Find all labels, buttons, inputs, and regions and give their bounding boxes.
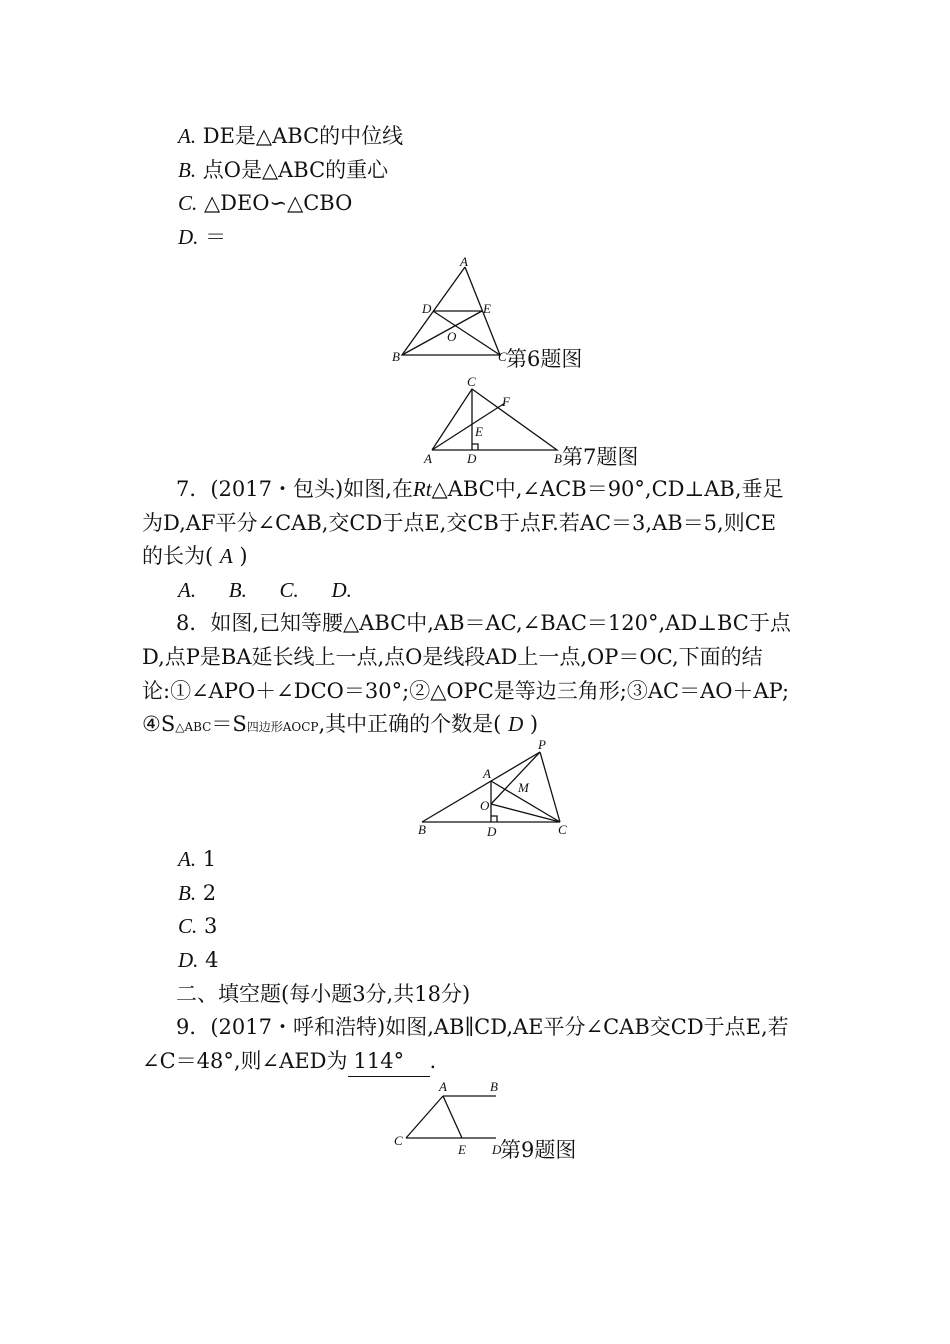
segment-ae xyxy=(443,1096,462,1138)
q8-figure xyxy=(410,737,580,845)
label-d: D xyxy=(492,1142,502,1157)
q6-option-d: D. ＝ xyxy=(178,225,227,249)
label-p: P xyxy=(538,737,546,752)
label-b: B xyxy=(392,349,400,364)
label-a: A xyxy=(424,451,432,466)
q8-line-1: 8．如图,已知等腰△ABC中,AB＝AC,∠BAC＝120°,AD⊥BC于点 xyxy=(176,611,791,635)
q6-option-c: C. △DEO∽△CBO xyxy=(178,191,353,215)
triangle-acb xyxy=(432,389,557,450)
q9-figure xyxy=(388,1078,508,1163)
q7-line-3: 的长为( A ) xyxy=(142,544,248,568)
q7-options: A. B. C. D. xyxy=(178,578,352,602)
q8-answer: D xyxy=(508,712,524,736)
label-b: B xyxy=(418,822,426,837)
label-o: O xyxy=(447,329,457,344)
section-heading: 二、填空题(每小题3分,共18分) xyxy=(176,982,471,1006)
q8-option-c: C. 3 xyxy=(178,914,218,938)
segment-ac xyxy=(406,1096,443,1138)
q9-figure-svg xyxy=(388,1078,508,1158)
q9-figure-caption: 第9题图 xyxy=(500,1138,577,1162)
label-e: E xyxy=(458,1142,466,1157)
q7-line-1: 7．(2017・包头)如图,在Rt△ABC中,∠ACB＝90°,CD⊥AB,垂足 xyxy=(176,477,784,501)
label-b: B xyxy=(490,1079,498,1094)
q7-figure xyxy=(420,375,570,475)
label-c: C xyxy=(558,822,567,837)
label-a: A xyxy=(460,254,468,269)
q7-figure-caption: 第7题图 xyxy=(562,445,639,469)
label-b: B xyxy=(554,451,562,466)
right-angle-mark xyxy=(491,816,497,822)
q7-line-2: 为D,AF平分∠CAB,交CD于点E,交CB于点F.若AC＝3,AB＝5,则CE xyxy=(142,511,777,535)
q6-option-b: B. 点O是△ABC的重心 xyxy=(178,158,389,182)
q6-option-a: A. DE是△ABC的中位线 xyxy=(178,124,404,148)
label-d: D xyxy=(422,301,432,316)
label-d: D xyxy=(487,824,497,839)
q7-figure-svg xyxy=(420,375,570,470)
segment-oc xyxy=(491,804,560,822)
q8-line-3: 论:①∠APO＋∠DCO＝30°;②△OPC是等边三角形;③AC＝AO＋AP; xyxy=(142,679,790,703)
q9-line-1: 9．(2017・呼和浩特)如图,AB∥CD,AE平分∠CAB交CD于点E,若 xyxy=(176,1015,789,1039)
q6-figure xyxy=(380,255,520,375)
q8-figure-svg xyxy=(410,737,580,840)
label-o: O xyxy=(480,798,490,813)
label-f: F xyxy=(502,394,510,409)
label-e: E xyxy=(483,301,491,316)
q6-figure-svg xyxy=(380,255,520,370)
segment-af xyxy=(432,403,505,450)
label-c: C xyxy=(394,1133,403,1148)
q6-figure-caption: 第6题图 xyxy=(506,347,583,371)
q8-option-d: D. 4 xyxy=(178,948,219,972)
label-a: A xyxy=(439,1079,447,1094)
label-c: C xyxy=(498,349,507,364)
q8-line-2: D,点P是BA延长线上一点,点O是线段AD上一点,OP＝OC,下面的结 xyxy=(142,645,763,669)
q9-answer-blank: 114° xyxy=(348,1046,430,1077)
right-angle-mark xyxy=(472,444,478,450)
label-d: D xyxy=(467,451,477,466)
q8-line-4: ④S△ABC＝S四边形AOCP,其中正确的个数是( D ) xyxy=(142,712,539,736)
q8-option-a: A. 1 xyxy=(178,847,217,871)
label-e: E xyxy=(475,424,483,439)
q7-answer: A xyxy=(219,544,233,568)
q8-option-b: B. 2 xyxy=(178,881,217,905)
label-m: M xyxy=(518,780,529,795)
label-a: A xyxy=(483,766,491,781)
q9-line-2: ∠C＝48°,则∠AED为 114° . xyxy=(142,1046,436,1077)
label-c: C xyxy=(467,374,476,389)
